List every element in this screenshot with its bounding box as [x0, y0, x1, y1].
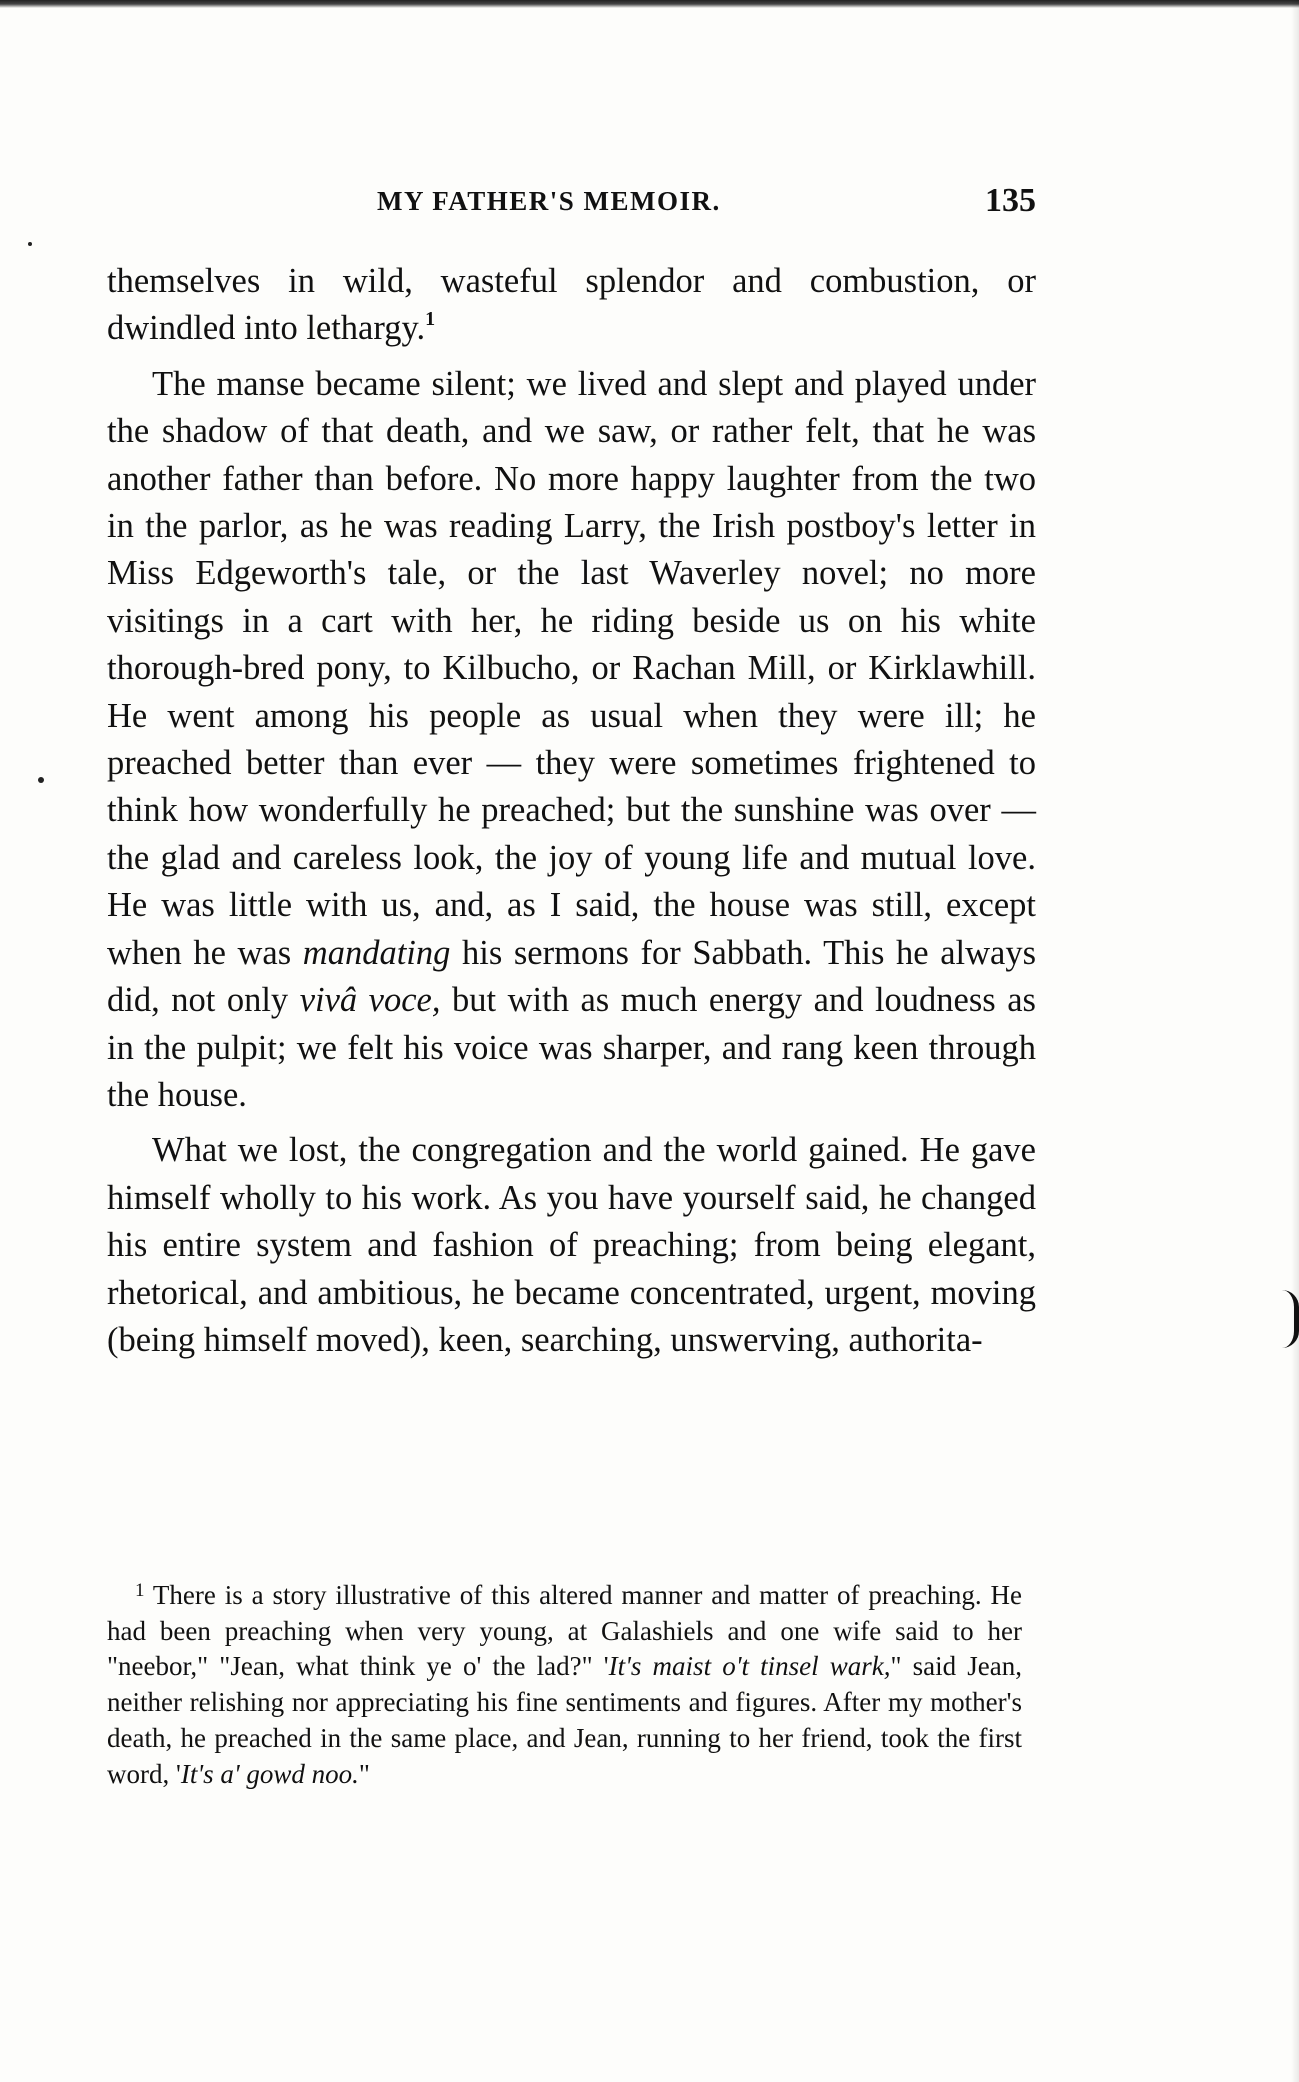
- binding-mark: [1282, 1290, 1299, 1348]
- footnote-text: " said Jean, neither relishing nor appreciating his fine sentiments and figures. After my mother's death, he preached in the same place, and Jean, running to her friend, took the first word, ': [107, 1651, 1023, 1789]
- page-right-edge: [1291, 0, 1299, 2082]
- stray-mark: [28, 242, 32, 246]
- paragraph-1: [107, 258, 1036, 353]
- running-header: [107, 182, 1036, 234]
- footnote-marker: 1: [135, 1580, 145, 1601]
- page-number: 135: [985, 182, 1036, 219]
- running-title: MY FATHER'S MEMOIR.: [377, 186, 721, 216]
- italic-term: mandating: [302, 933, 451, 972]
- footnote-text: ": [358, 1758, 370, 1789]
- paragraph-3: [107, 1127, 1036, 1364]
- footnote-italic: It's maist o't tinsel wark,: [608, 1651, 891, 1682]
- paragraph-text: The manse became silent; we lived and slept and played under the shadow of that death, and we saw, or rather felt, that he was another father than before. No more happy laughter from the two in the parlor, as he was reading Larry, the Irish postboy's letter in Miss Edgeworth's tale, or the last Waverley novel; no more visitings in a cart with her, he riding beside us on his white thorough-bred pony, to Kilbucho, or Rachan Mill, or Kirklawhill. He went among his people as usual when they were ill; he preached better than ever — they were sometimes frightened to think how wonderfully he preached; but the sunshine was over — the glad and careless look, the joy of young life and mutual love. He was little with us, and, as I said, the house was still, except when he was: [107, 364, 1036, 972]
- paragraph-2: [107, 361, 1036, 1120]
- footnote-text: There is a story illustrative of this altered manner and matter of preaching. He had been preaching when very young, at Galashiels and one wife said to her "neebor," "Jean, what think ye o' the lad?" ': [107, 1580, 1022, 1682]
- paragraph-text: his sermons for Sabbath. This he always did, not only: [107, 933, 1037, 1020]
- footnote: [107, 1578, 1022, 1792]
- paragraph-text: but with as much energy and loudness as in the pulpit; we felt his voice was sharper, and rang keen through the house.: [107, 981, 1036, 1114]
- main-text: [107, 258, 1036, 1372]
- italic-term: vivâ voce,: [299, 981, 441, 1020]
- paragraph-text: themselves in wild, wasteful splendor and combustion, or dwindled into lethargy.: [107, 262, 1036, 348]
- footnote-reference: 1: [425, 308, 436, 331]
- paragraph-text: What we lost, the congregation and the world gained. He gave himself wholly to his work. As you have yourself said, he changed his entire system and fashion of preaching; from being elegant, rhetorical, and ambitious, he became concentrated, urgent, moving (being himself moved), keen, searching, unswerving, authorita-: [107, 1131, 1036, 1359]
- stray-mark: [38, 777, 44, 783]
- page-top-edge: [0, 0, 1299, 8]
- footnote-italic: It's a' gowd noo.: [180, 1758, 359, 1789]
